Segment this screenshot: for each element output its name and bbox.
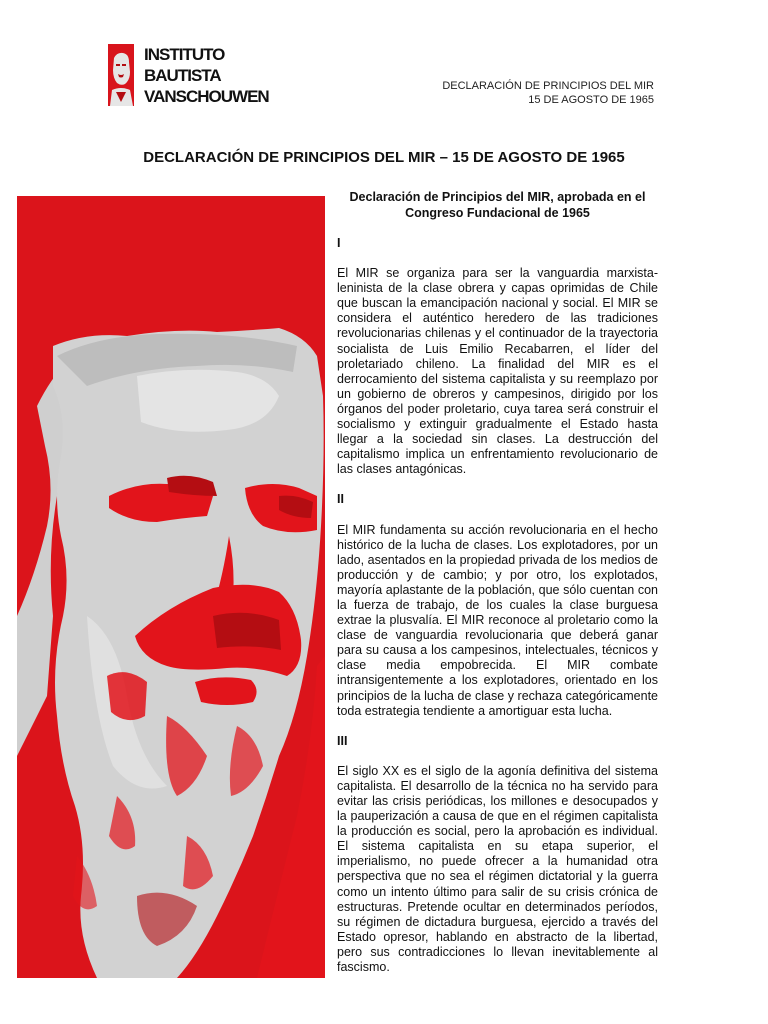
running-header-date: 15 DE AGOSTO DE 1965 <box>528 94 654 106</box>
section-paragraph: El siglo XX es el siglo de la agonía definitiva del sistema capitalista. El desarrollo de la técnica no ha servido para evitar las crisis periódicas, los millones e desocupados y la pauperización a causa de que en el régimen capitalista la producción es social, pero la aprobación es individual. El sistema capitalista en su etapa superior, el imperialismo, no puede ofrecer a la humanidad otra perspectiva que no sea el régimen dictatorial y la guerra como un intento último para salir de su crisis crónica de estructuras. Pretende ocultar en determinados períodos, su régimen de dictadura burguesa, ejercido a través del Estado opresor, hablando en abstracto de la libertad, pero sus contradicciones lo llevan inevitablemente al fascismo. <box>337 763 658 975</box>
institute-logo <box>108 44 269 107</box>
running-header-title: DECLARACIÓN DE PRINCIPIOS DEL MIR <box>442 80 654 92</box>
section-paragraph: El MIR fundamenta su acción revolucionaria en el hecho histórico de la lucha de clases. Los explotadores, por un lado, asentados en la propiedad privada de los medios de producción y de cambio; y por otro, los explotados, mayoría aplastante de la población, que sólo cuentan con la fuerza de trabajo, de los cuales la clase burguesa extrae la plusvalía. El MIR reconoce al proletario como la clase de vanguardia revolucionaria que deberá ganar para su causa a los campesinos, intelectuales, técnicos y clase media empobrecida. El MIR combate intransigentemente a los explotadores, orientado en los principios de la lucha de clase y rechaza categóricamente toda estrategia tendiente a amortiguar esta lucha. <box>337 522 658 718</box>
section-paragraph: El MIR se organiza para ser la vanguardia marxista-leninista de la clase obrera y capas oprimidas de Chile que buscan la emancipación nacional y social. El MIR se considera el auténtico heredero de las tradiciones revolucionarias chilenas y el continuador de la trayectoria socialista de Luis Emilio Recabarren, el líder del proletariado chileno. La finalidad del MIR es el derrocamiento del sistema capitalista y su reemplazo por un gobierno de obreros y campesinos, dirigido por los órganos del poder proletario, cuya tarea será construir el socialismo y extinguir gradualmente el Estado hasta llegar a la sociedad sin clases. La destrucción del capitalismo implica un enfrentamiento revolucionario de las clases antagónicas. <box>337 266 658 477</box>
section-number: I <box>337 236 341 250</box>
logo-line-3: VANSCHOUWEN <box>144 87 269 106</box>
section-number: II <box>337 492 344 507</box>
section-number: III <box>337 733 348 748</box>
logo-portrait-icon <box>108 44 134 106</box>
document-subtitle: Declaración de Principios del MIR, aprobada en el Congreso Fundacional de 1965 <box>349 190 646 220</box>
logo-line-2: BAUTISTA <box>144 66 221 85</box>
logo-line-1: INSTITUTO <box>144 45 225 64</box>
text-column <box>337 189 658 990</box>
portrait-poster-image <box>17 196 325 978</box>
logo-text <box>144 44 269 107</box>
document-title: DECLARACIÓN DE PRINCIPIOS DEL MIR – 15 DE AGOSTO DE 1965 <box>143 149 625 166</box>
running-header <box>442 79 654 107</box>
